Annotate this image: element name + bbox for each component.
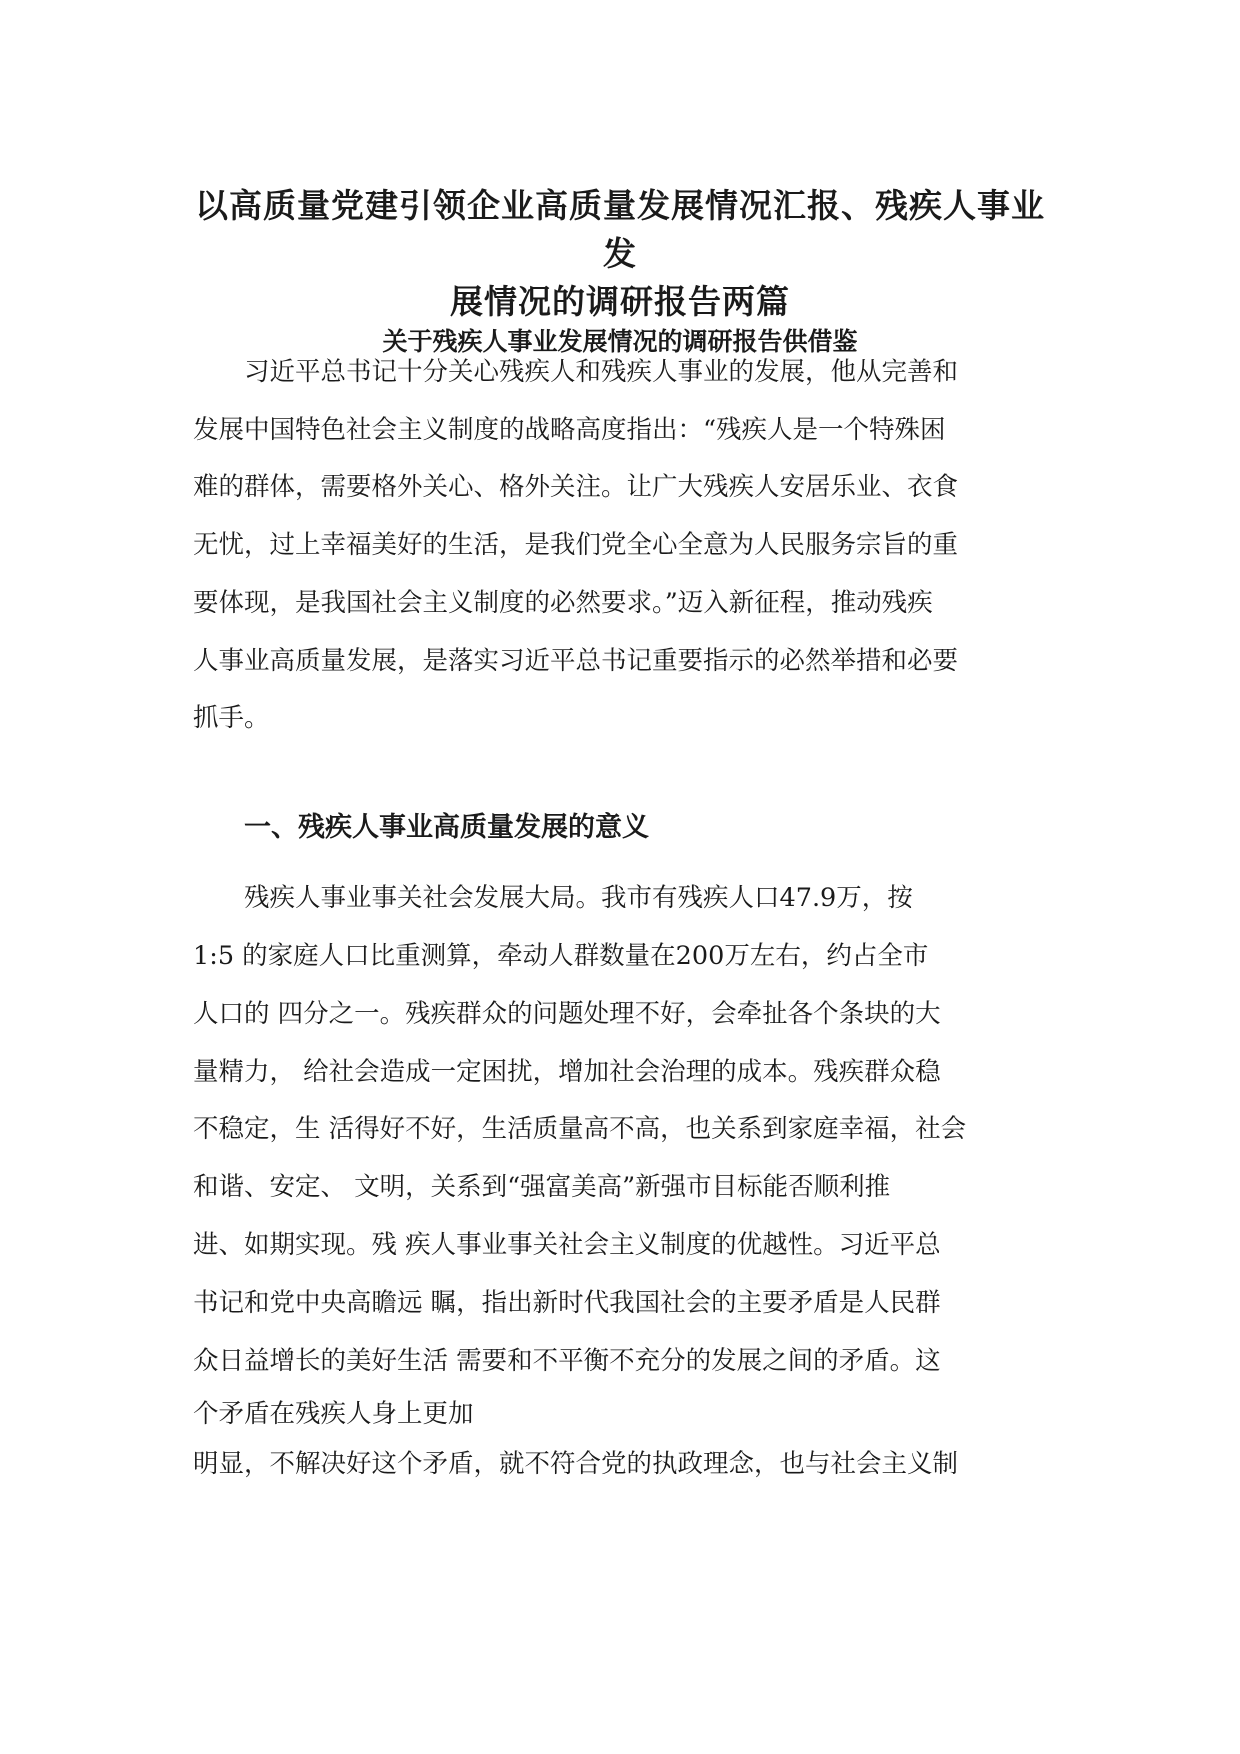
paragraph-line: 发展中国特色社会主义制度的战略高度指出：“残疾人是一个特殊困 [193,415,946,445]
title-line-2: 展情况的调研报告两篇 [450,282,790,321]
paragraph-line: 抓手。 [193,703,270,733]
paragraph-line: 人事业高质量发展，是落实习近平总书记重要指示的必然举措和必要 [193,646,959,676]
paragraph-line: 众日益增长的美好生活 需要和不平衡不充分的发展之间的矛盾。这 [193,1346,941,1376]
section-heading: 一、残疾人事业高质量发展的意义 [244,812,649,843]
paragraph-line: 1:5 的家庭人口比重测算，牵动人群数量在200万左右，约占全市 [193,941,929,971]
paragraph-line: 和谐、安定、 文明，关系到“强富美高”新强市目标能否顺利推 [193,1172,891,1202]
paragraph-line: 无忧，过上幸福美好的生活，是我们党全心全意为人民服务宗旨的重 [193,530,959,560]
paragraph-line: 不稳定，生 活得好不好，生活质量高不高，也关系到家庭幸福，社会 [193,1114,967,1144]
paragraph-line: 习近平总书记十分关心残疾人和残疾人事业的发展，他从完善和 [244,357,959,387]
paragraph-line: 残疾人事业事关社会发展大局。我市有残疾人口47.9万，按 [244,883,913,913]
paragraph-line: 量精力， 给社会造成一定困扰，增加社会治理的成本。残疾群众稳 [193,1057,941,1087]
paragraph-line: 人口的 四分之一。残疾群众的问题处理不好，会牵扯各个条块的大 [193,999,941,1029]
title-line-1: 以高质量党建引领企业高质量发展情况汇报、残疾人事业发 [195,186,1045,273]
paragraph-line: 难的群体，需要格外关心、格外关注。让广大残疾人安居乐业、衣食 [193,472,959,502]
paragraph-line: 明显，不解决好这个矛盾，就不符合党的执政理念，也与社会主义制 [193,1449,959,1479]
paragraph-line: 要体现，是我国社会主义制度的必然要求。”迈入新征程，推动残疾 [193,588,933,618]
paragraph-line: 书记和党中央高瞻远 瞩，指出新时代我国社会的主要矛盾是人民群 [193,1288,941,1318]
paragraph-line: 进、如期实现。残 疾人事业事关社会主义制度的优越性。习近平总 [193,1230,941,1260]
paragraph-line: 个矛盾在残疾人身上更加 [193,1399,474,1429]
document-subtitle: 关于残疾人事业发展情况的调研报告供借鉴 [382,327,858,356]
document-title [180,182,1060,326]
